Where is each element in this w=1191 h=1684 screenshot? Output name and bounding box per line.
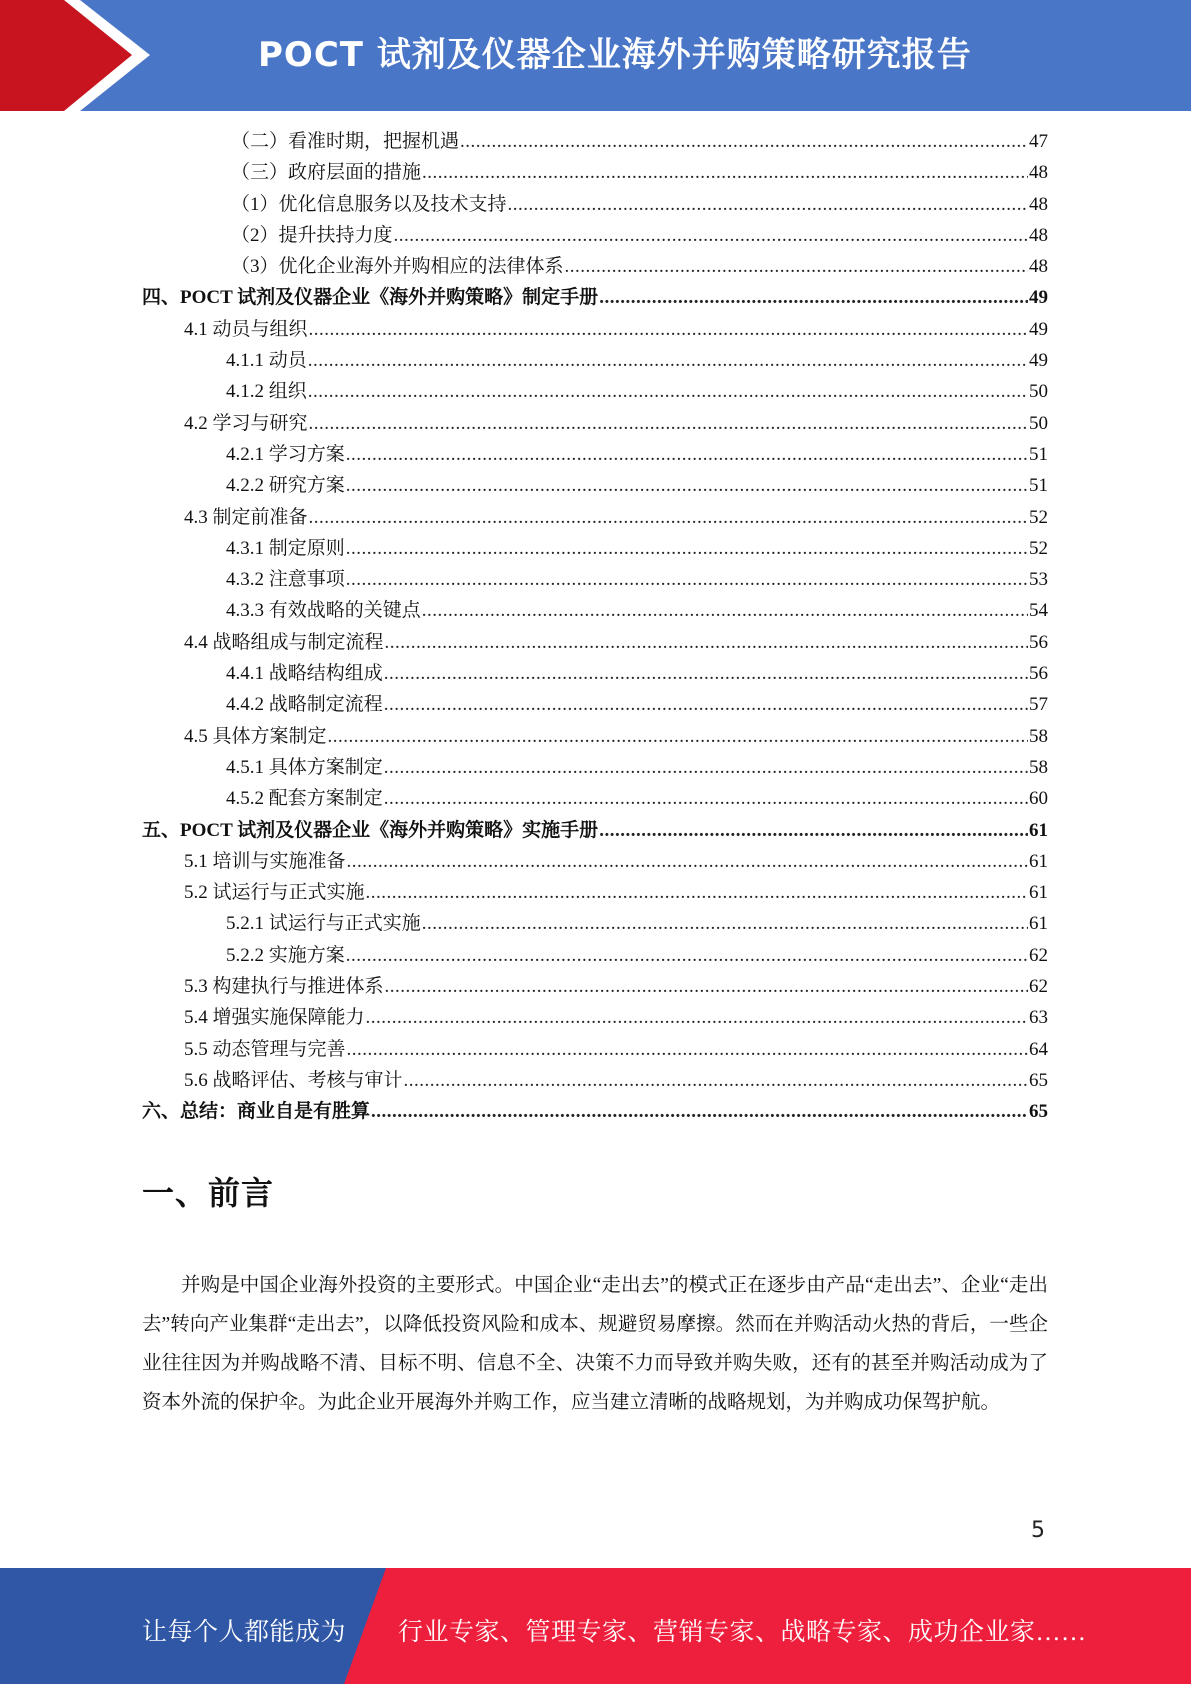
toc-entry-title: 5.2.2 实施方案 xyxy=(226,944,345,966)
page-number: 5 xyxy=(1031,1518,1045,1543)
toc-entry-page: 62 xyxy=(1029,976,1048,998)
toc-entry-page: 61 xyxy=(1029,819,1048,841)
toc-entry-title: 4.4.1 战略结构组成 xyxy=(226,663,383,685)
toc-entry-title: 4.3 制定前准备 xyxy=(184,506,308,528)
toc-entry[interactable] xyxy=(142,846,1048,877)
toc-entry-title: 4.4.2 战略制定流程 xyxy=(226,694,383,716)
toc-entry-title: 5.1 培训与实施准备 xyxy=(184,850,346,872)
toc-dot-leader xyxy=(346,533,1028,564)
toc-entry[interactable] xyxy=(142,815,1048,846)
toc-entry[interactable] xyxy=(142,564,1048,595)
toc-entry-page: 50 xyxy=(1029,381,1048,403)
toc-entry-title: 4.1 动员与组织 xyxy=(184,318,308,340)
toc-entry-title: 4.3.2 注意事项 xyxy=(226,569,345,591)
toc-dot-leader xyxy=(347,846,1028,877)
toc-entry-title: 4.2.2 研究方案 xyxy=(226,475,345,497)
header-chevron-icon xyxy=(0,0,132,111)
section-heading: 一、前言 xyxy=(142,1174,275,1212)
toc-entry-title: 4.2 学习与研究 xyxy=(184,412,308,434)
toc-entry-title: 4.1.2 组织 xyxy=(226,381,307,403)
toc-dot-leader xyxy=(384,783,1028,814)
toc-dot-leader xyxy=(394,220,1028,251)
toc-entry-title: 5.2.1 试运行与正式实施 xyxy=(226,913,421,935)
toc-entry-page: 56 xyxy=(1029,663,1048,685)
toc-entry[interactable] xyxy=(142,220,1048,251)
toc-dot-leader xyxy=(565,251,1028,282)
toc-entry-title: 4.5.2 配套方案制定 xyxy=(226,788,383,810)
toc-dot-leader xyxy=(346,470,1028,501)
toc-entry-title: 4.4 战略组成与制定流程 xyxy=(184,631,384,653)
toc-entry[interactable] xyxy=(142,752,1048,783)
toc-entry-title: 5.2 试运行与正式实施 xyxy=(184,882,365,904)
toc-entry[interactable] xyxy=(142,783,1048,814)
toc-entry[interactable] xyxy=(142,251,1048,282)
toc-dot-leader xyxy=(384,658,1028,689)
toc-entry-title: 4.2.1 学习方案 xyxy=(226,443,345,465)
toc-entry-title: 六、总结：商业自是有胜算 xyxy=(142,1101,371,1123)
page-header xyxy=(0,0,1191,111)
toc-entry-title: 4.3.1 制定原则 xyxy=(226,537,345,559)
toc-entry[interactable] xyxy=(142,282,1048,313)
page-footer xyxy=(0,1568,1191,1684)
toc-entry-page: 47 xyxy=(1029,131,1048,152)
toc-dot-leader xyxy=(366,1002,1028,1033)
toc-dot-leader xyxy=(366,877,1028,908)
toc-entry[interactable] xyxy=(142,1096,1048,1127)
toc-entry-page: 61 xyxy=(1029,850,1048,872)
toc-entry-page: 60 xyxy=(1029,788,1048,810)
toc-dot-leader xyxy=(508,189,1028,220)
toc-entry[interactable] xyxy=(142,314,1048,345)
toc-entry-page: 65 xyxy=(1029,1069,1048,1091)
toc-entry-title: （1）优化信息服务以及技术支持 xyxy=(231,193,507,215)
toc-entry-title: 5.3 构建执行与推进体系 xyxy=(184,976,384,998)
toc-dot-leader xyxy=(347,1034,1028,1065)
toc-entry-title: （3）优化企业海外并购相应的法律体系 xyxy=(231,256,564,278)
toc-dot-leader xyxy=(385,971,1028,1002)
toc-entry[interactable] xyxy=(142,971,1048,1002)
toc-entry[interactable] xyxy=(142,1034,1048,1065)
toc-dot-leader xyxy=(384,689,1028,720)
toc-entry[interactable] xyxy=(142,877,1048,908)
toc-entry-title: （三）政府层面的措施 xyxy=(231,162,422,184)
toc-entry[interactable] xyxy=(142,658,1048,689)
toc-entry-page: 58 xyxy=(1029,756,1048,778)
toc-entry[interactable] xyxy=(142,470,1048,501)
toc-entry-title: （2）提升扶持力度 xyxy=(231,224,393,246)
toc-entry-title: 4.3.3 有效战略的关键点 xyxy=(226,600,421,622)
toc-entry-page: 57 xyxy=(1029,694,1048,716)
toc-dot-leader xyxy=(599,282,1028,313)
toc-entry[interactable] xyxy=(142,721,1048,752)
toc-dot-leader xyxy=(422,908,1028,939)
toc-entry-title: 四、POCT 试剂及仪器企业《海外并购策略》制定手册 xyxy=(142,287,599,309)
toc-dot-leader xyxy=(328,721,1028,752)
toc-entry-page: 56 xyxy=(1029,631,1048,653)
table-of-contents xyxy=(142,126,1048,1128)
toc-entry-title: （二）看准时期，把握机遇 xyxy=(231,131,460,152)
toc-dot-leader xyxy=(404,1065,1028,1096)
toc-entry-page: 49 xyxy=(1029,350,1048,372)
toc-entry-title: 4.1.1 动员 xyxy=(226,350,307,372)
footer-slogan-right: 行业专家、管理专家、营销专家、战略专家、成功企业家…… xyxy=(398,1619,1087,1646)
toc-entry-page: 64 xyxy=(1029,1038,1048,1060)
toc-dot-leader xyxy=(346,564,1028,595)
toc-entry-title: 五、POCT 试剂及仪器企业《海外并购策略》实施手册 xyxy=(142,819,599,841)
toc-entry-page: 61 xyxy=(1029,882,1048,904)
toc-entry[interactable] xyxy=(142,157,1048,188)
toc-entry-page: 48 xyxy=(1029,256,1048,278)
toc-entry-page: 48 xyxy=(1029,224,1048,246)
toc-entry-page: 53 xyxy=(1029,569,1048,591)
toc-entry-title: 4.5.1 具体方案制定 xyxy=(226,756,383,778)
toc-entry[interactable] xyxy=(142,189,1048,220)
toc-entry-page: 51 xyxy=(1029,443,1048,465)
toc-dot-leader xyxy=(346,940,1028,971)
toc-entry[interactable] xyxy=(142,689,1048,720)
body-text xyxy=(142,1266,1048,1422)
toc-entry-page: 52 xyxy=(1029,506,1048,528)
toc-entry-page: 61 xyxy=(1029,913,1048,935)
toc-entry[interactable] xyxy=(142,408,1048,439)
toc-entry-page: 49 xyxy=(1029,318,1048,340)
toc-entry[interactable] xyxy=(142,1002,1048,1033)
toc-entry-page: 49 xyxy=(1029,287,1048,309)
toc-entry[interactable] xyxy=(142,1065,1048,1096)
intro-paragraph: 并购是中国企业海外投资的主要形式。中国企业“走出去”的模式正在逐步由产品“走出去”、企业“走出去”转向产业集群“走出去”，以降低投资风险和成本、规避贸易摩擦。然而在并购活动火热的背后，一些企业往往因为并购战略不清、目标不明、信息不全、决策不力而导致并购失败，还有的甚至并购活动成为了资本外流的保护伞。为此企业开展海外并购工作，应当建立清晰的战略规划，为并购成功保驾护航。 xyxy=(142,1275,1048,1413)
toc-entry[interactable] xyxy=(142,376,1048,407)
toc-entry[interactable] xyxy=(142,126,1048,157)
toc-entry-title: 5.4 增强实施保障能力 xyxy=(184,1007,365,1029)
toc-entry[interactable] xyxy=(142,502,1048,533)
toc-entry[interactable] xyxy=(142,627,1048,658)
toc-entry-page: 62 xyxy=(1029,944,1048,966)
toc-entry-page: 48 xyxy=(1029,193,1048,215)
toc-entry-page: 51 xyxy=(1029,475,1048,497)
toc-entry[interactable] xyxy=(142,940,1048,971)
toc-entry[interactable] xyxy=(142,595,1048,626)
toc-dot-leader xyxy=(384,752,1028,783)
toc-entry[interactable] xyxy=(142,533,1048,564)
toc-entry-title: 4.5 具体方案制定 xyxy=(184,725,327,747)
toc-entry-page: 58 xyxy=(1029,725,1048,747)
toc-dot-leader xyxy=(422,157,1028,188)
toc-dot-leader xyxy=(422,595,1028,626)
toc-entry-title: 5.5 动态管理与完善 xyxy=(184,1038,346,1060)
toc-entry-page: 48 xyxy=(1029,162,1048,184)
toc-dot-leader xyxy=(460,126,1028,157)
toc-dot-leader xyxy=(371,1096,1028,1127)
toc-entry-page: 52 xyxy=(1029,537,1048,559)
toc-entry-page: 50 xyxy=(1029,412,1048,434)
toc-dot-leader xyxy=(599,815,1028,846)
toc-dot-leader xyxy=(308,376,1028,407)
toc-entry-page: 54 xyxy=(1029,600,1048,622)
toc-entry[interactable] xyxy=(142,908,1048,939)
toc-dot-leader xyxy=(309,408,1028,439)
toc-dot-leader xyxy=(308,345,1028,376)
toc-entry-page: 63 xyxy=(1029,1007,1048,1029)
toc-dot-leader xyxy=(309,502,1028,533)
toc-entry-page: 65 xyxy=(1029,1101,1048,1123)
toc-dot-leader xyxy=(346,439,1028,470)
toc-entry-title: 5.6 战略评估、考核与审计 xyxy=(184,1069,403,1091)
report-title: POCT 试剂及仪器企业海外并购策略研究报告 xyxy=(258,35,972,75)
toc-entry[interactable] xyxy=(142,439,1048,470)
footer-slogan-left: 让每个人都能成为 xyxy=(142,1619,347,1646)
toc-dot-leader xyxy=(309,314,1028,345)
toc-entry[interactable] xyxy=(142,345,1048,376)
toc-dot-leader xyxy=(385,627,1028,658)
